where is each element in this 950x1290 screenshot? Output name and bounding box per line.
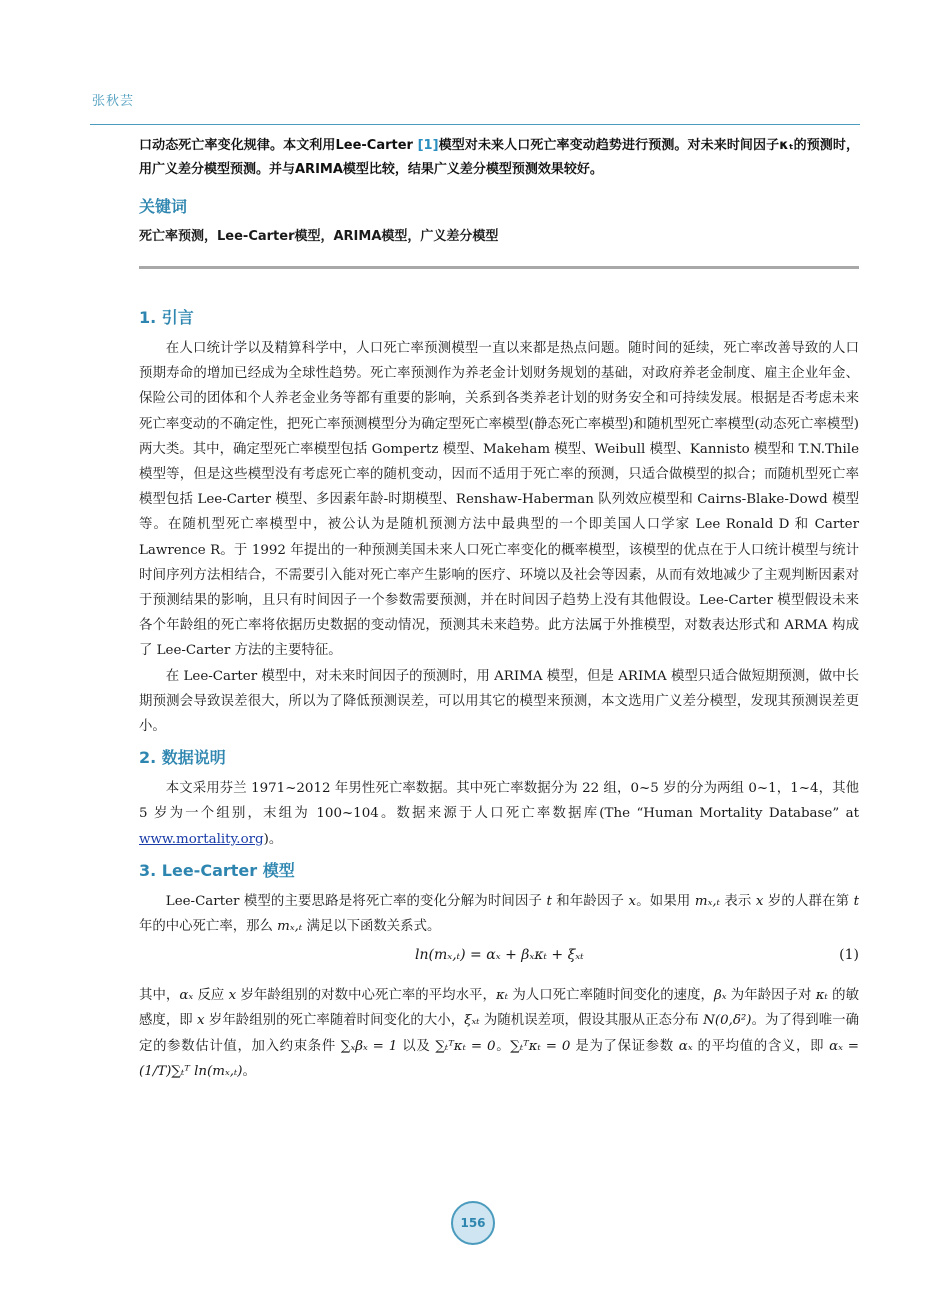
- text-fragment: 。如果用: [636, 893, 695, 909]
- mortality-database-link[interactable]: www.mortality.org: [139, 831, 264, 847]
- alpha-definition: αₓ = (1/T)∑ₜᵀ ln(mₓ,ₜ): [139, 1038, 860, 1079]
- constraint-kappa: ∑ₜᵀκₜ = 0: [510, 1038, 571, 1054]
- symbol-mxt: mₓ,ₜ: [694, 893, 720, 909]
- section-2-text: 本文采用芬兰 1971~2012 年男性死亡率数据。其中死亡率数据分为 22 组，0~5 岁的分为两组 0~1，1~4，其他 5 岁为一个组别，末组为 100~104。数据来源于人口死亡率数据库(The “Human Mortality Database” at: [139, 781, 859, 822]
- symbol-alpha: αₓ: [678, 1038, 693, 1054]
- text-fragment: 岁年龄组别的对数中心死亡率的平均水平，: [236, 988, 496, 1004]
- text-fragment: 。为了得到唯一确定的参数估计值，加入约束条件: [139, 1013, 860, 1054]
- symbol-x: x: [755, 893, 764, 909]
- equation-number: (1): [839, 947, 859, 964]
- symbol-x: x: [228, 988, 237, 1004]
- symbol-normal: N(0,δ²): [703, 1013, 752, 1029]
- section-1-paragraph-2: 在 Lee-Carter 模型中，对未来时间因子的预测时，用 ARIMA 模型，但是 ARIMA 模型只适合做短期预测，做中长期预测会导致误差很大，所以为了降低预测误差，可以用其它的模型来预测，本文选用广义差分模型，发现其预测误差更小。: [139, 668, 859, 735]
- text-fragment: Lee-Carter 模型的主要思路是将死亡率的变化分解为时间因子: [165, 893, 547, 909]
- text-fragment: 岁年龄组别的死亡率随着时间变化的大小，: [204, 1013, 465, 1029]
- section-3-explanation: [139, 983, 859, 1084]
- keywords-heading: 关键词: [139, 197, 188, 216]
- text-fragment: 为年龄因子对: [726, 988, 816, 1004]
- constraint-kappa: ∑ₜᵀκₜ = 0: [435, 1038, 496, 1054]
- symbol-xi: ξₓₜ: [464, 1013, 480, 1029]
- equation-body: ln(mₓ,ₜ) = αₓ + βₓκₜ + ξₓₜ: [415, 947, 584, 964]
- header-rule: [90, 124, 860, 125]
- text-fragment: 其中，: [139, 988, 180, 1004]
- equation-1: [139, 941, 859, 975]
- text-fragment: 。: [242, 1063, 256, 1079]
- abstract-part-1: 口动态死亡率变化规律。本文利用Lee-Carter: [139, 138, 418, 153]
- text-fragment: 为人口死亡率随时间变化的速度，: [508, 988, 714, 1004]
- section-2-tail: )。: [263, 831, 283, 847]
- text-fragment: 的敏感度，即: [139, 988, 860, 1029]
- text-fragment: 是为了保证参数: [570, 1038, 679, 1054]
- abstract-part-2: 模型对未来人口死亡率变动趋势进行预测。对未来时间因子κₜ的预测时，用广义差分模型预测。并与ARIMA模型比较，结果广义差分模型预测效果较好。: [139, 138, 860, 177]
- symbol-t: t: [546, 893, 552, 909]
- section-1-heading: 1. 引言: [139, 308, 194, 327]
- keywords-list: 死亡率预测，Lee-Carter模型，ARIMA模型，广义差分模型: [139, 229, 499, 244]
- symbol-kappa: κₜ: [815, 988, 828, 1004]
- text-fragment: 表示: [719, 893, 756, 909]
- text-fragment: 反应: [193, 988, 229, 1004]
- constraint-beta: ∑ₓβₓ = 1: [340, 1038, 398, 1054]
- running-header-author: 张秋芸: [92, 94, 135, 109]
- symbol-x: x: [628, 893, 637, 909]
- symbol-x: x: [197, 1013, 205, 1029]
- abstract-text: [139, 134, 859, 182]
- citation-link[interactable]: [1]: [417, 138, 439, 153]
- section-2-heading: 2. 数据说明: [139, 748, 226, 768]
- text-fragment: 岁的人群在第: [763, 893, 854, 909]
- section-1-paragraph-1: 在人口统计学以及精算科学中，人口死亡率预测模型一直以来都是热点问题。随时间的延续，死亡率改善导致的人口预期寿命的增加已经成为全球性趋势。死亡率预测作为养老金计划财务规划的基础，对政府养老金制度、雇主企业年金、保险公司的团体和个人养老金业务等都有重要的影响，关系到各类养老计划的财务安全和可持续发展。根据是否考虑未来死亡率变动的不确定性，把死亡率预测模型分为确定型死亡率模型(静态死亡率模型)和随机型死亡率模型(动态死亡率模型)两大类。其中，确定型死亡率模型包括 Gompertz 模型、Makeham 模型、Weibull 模型、Kannisto 模型和 T.N.Thile 模型等，但是这些模型没有考虑死亡率的随机变动，因而不适用于死亡率的预测，只适合做模型的拟合；而随机型死亡率模型包括 Lee-Carter 模型、多因素年龄-时期模型、Renshaw-Haberman 队列效应模型和 Cairns-Blake-Dowd 模型等。在随机型死亡率模型中，被公认为是随机预测方法中最典型的一个即美国人口学家 Lee Ronald D 和 Carter Lawrence R。于 1992 年提出的一种预测美国未来人口死亡率变化的概率模型，该模型的优点在于人口统计模型与统计时间序列方法相结合，不需要引入能对死亡率产生影响的医疗、环境以及社会等因素，从而有效地减少了主观判断因素对于预测结果的影响，且只有时间因子一个参数需要预测，并在时间因子趋势上没有其他假设。Lee-Carter 模型假设未来各个年龄组的死亡率将依据历史数据的变动情况，预测其未来趋势。此方法属于外推模型，对数表达形式和 ARMA 构成了 Lee-Carter 方法的主要特征。: [139, 341, 859, 659]
- symbol-mxt: mₓ,ₜ: [277, 919, 303, 935]
- text-fragment: 的平均值的含义，即: [692, 1038, 830, 1054]
- page-number-badge: 156: [451, 1201, 495, 1245]
- symbol-kappa: κₜ: [495, 988, 509, 1004]
- symbol-t: t: [853, 893, 859, 909]
- text-fragment: 满足以下函数关系式。: [302, 919, 441, 935]
- symbol-alpha: αₓ: [179, 988, 194, 1004]
- text-fragment: 为随机误差项，假设其服从正态分布: [479, 1013, 704, 1029]
- text-fragment: 年的中心死亡率，那么: [139, 919, 278, 935]
- text-fragment: 。: [495, 1038, 511, 1054]
- section-3-intro: [139, 889, 859, 939]
- text-fragment: 和年龄因子: [551, 893, 629, 909]
- page-content: [139, 134, 859, 1084]
- symbol-beta: βₓ: [714, 988, 727, 1004]
- section-2-paragraph: [139, 776, 859, 852]
- section-divider: [139, 266, 859, 269]
- text-fragment: 以及: [397, 1038, 436, 1054]
- section-3-heading: 3. Lee-Carter 模型: [139, 860, 295, 880]
